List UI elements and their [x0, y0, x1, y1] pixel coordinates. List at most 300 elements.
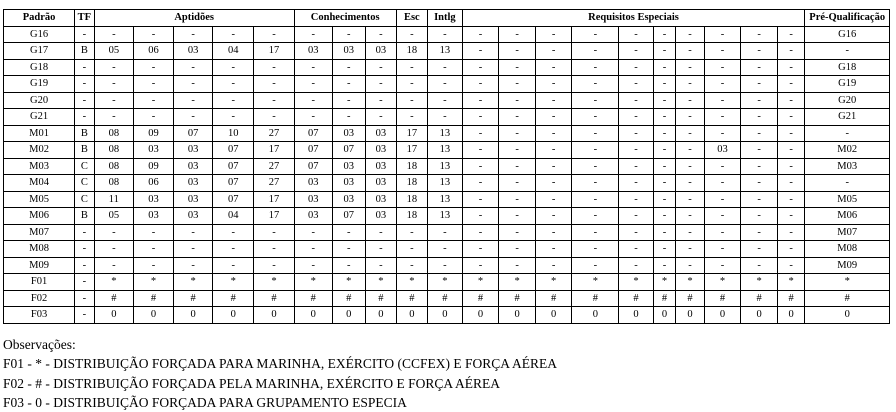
- header-intlg: Intlg: [428, 10, 463, 27]
- tf-cell: -: [75, 224, 94, 241]
- pre-qualificacao-cell: M08: [805, 241, 890, 258]
- conhecimento-cell: 03: [294, 191, 332, 208]
- requisito-cell: -: [676, 158, 704, 175]
- conhecimento-cell: *: [332, 274, 366, 291]
- table-row: [4, 92, 890, 109]
- aptidao-cell: 03: [134, 208, 174, 225]
- table-row: [4, 307, 890, 324]
- conhecimento-cell: #: [294, 290, 332, 307]
- requisito-cell: -: [676, 142, 704, 159]
- requisito-cell: -: [572, 208, 619, 225]
- distribution-table-container: [3, 9, 890, 324]
- requisito-cell: -: [676, 125, 704, 142]
- requisito-cell: -: [572, 257, 619, 274]
- aptidao-cell: *: [94, 274, 134, 291]
- requisito-cell: -: [741, 191, 778, 208]
- requisito-cell: #: [653, 290, 675, 307]
- aptidao-cell: -: [213, 76, 254, 93]
- aptidao-cell: -: [213, 257, 254, 274]
- requisito-cell: -: [704, 125, 741, 142]
- requisito-cell: *: [535, 274, 572, 291]
- requisito-cell: 0: [462, 307, 499, 324]
- requisito-cell: *: [704, 274, 741, 291]
- requisito-cell: *: [462, 274, 499, 291]
- requisito-cell: -: [572, 241, 619, 258]
- requisito-cell: -: [653, 76, 675, 93]
- requisito-cell: #: [499, 290, 536, 307]
- requisito-cell: -: [741, 125, 778, 142]
- pre-qualificacao-cell: -: [805, 43, 890, 60]
- requisito-cell: -: [777, 59, 804, 76]
- requisito-cell: -: [653, 109, 675, 126]
- requisito-cell: 0: [572, 307, 619, 324]
- intlg-cell: *: [428, 274, 463, 291]
- aptidao-cell: -: [134, 224, 174, 241]
- aptidao-cell: -: [173, 92, 213, 109]
- esc-cell: 17: [396, 142, 428, 159]
- requisito-cell: -: [535, 109, 572, 126]
- aptidao-cell: -: [173, 59, 213, 76]
- conhecimento-cell: -: [294, 26, 332, 43]
- conhecimento-cell: -: [332, 76, 366, 93]
- aptidao-cell: -: [94, 257, 134, 274]
- aptidao-cell: 03: [173, 43, 213, 60]
- esc-cell: -: [396, 92, 428, 109]
- header-aptidoes: Aptidões: [94, 10, 294, 27]
- requisito-cell: -: [535, 125, 572, 142]
- requisito-cell: -: [499, 109, 536, 126]
- requisito-cell: -: [777, 92, 804, 109]
- aptidao-cell: 04: [213, 208, 254, 225]
- pre-qualificacao-cell: M09: [805, 257, 890, 274]
- requisito-cell: -: [462, 142, 499, 159]
- aptidao-cell: 08: [94, 158, 134, 175]
- intlg-cell: #: [428, 290, 463, 307]
- aptidao-cell: #: [213, 290, 254, 307]
- requisito-cell: -: [777, 175, 804, 192]
- requisito-cell: -: [653, 59, 675, 76]
- header-pre-qualificacao: Pré-Qualificação: [805, 10, 890, 27]
- table-row: [4, 208, 890, 225]
- aptidao-cell: -: [213, 59, 254, 76]
- aptidao-cell: -: [134, 92, 174, 109]
- requisito-cell: -: [653, 241, 675, 258]
- pre-qualificacao-cell: G18: [805, 59, 890, 76]
- observations-title: Observações:: [3, 337, 76, 352]
- aptidao-cell: 17: [254, 191, 295, 208]
- conhecimento-cell: 03: [294, 175, 332, 192]
- requisito-cell: -: [704, 43, 741, 60]
- esc-cell: -: [396, 59, 428, 76]
- requisito-cell: #: [704, 290, 741, 307]
- aptidao-cell: -: [254, 224, 295, 241]
- requisito-cell: -: [535, 92, 572, 109]
- aptidao-cell: -: [94, 241, 134, 258]
- pre-qualificacao-cell: -: [805, 175, 890, 192]
- esc-cell: 0: [396, 307, 428, 324]
- requisito-cell: -: [777, 191, 804, 208]
- conhecimento-cell: -: [332, 109, 366, 126]
- aptidao-cell: -: [254, 76, 295, 93]
- requisito-cell: -: [535, 175, 572, 192]
- requisito-cell: -: [462, 26, 499, 43]
- requisito-cell: -: [653, 257, 675, 274]
- requisito-cell: -: [619, 208, 654, 225]
- requisito-cell: -: [462, 92, 499, 109]
- requisito-cell: #: [572, 290, 619, 307]
- aptidao-cell: 27: [254, 158, 295, 175]
- requisito-cell: 0: [535, 307, 572, 324]
- requisito-cell: 0: [676, 307, 704, 324]
- aptidao-cell: 03: [134, 191, 174, 208]
- aptidao-cell: -: [213, 109, 254, 126]
- requisito-cell: *: [499, 274, 536, 291]
- conhecimento-cell: -: [294, 257, 332, 274]
- padrao-cell: M04: [4, 175, 75, 192]
- requisito-cell: #: [676, 290, 704, 307]
- pre-qualificacao-cell: M02: [805, 142, 890, 159]
- requisito-cell: -: [535, 241, 572, 258]
- conhecimento-cell: 03: [332, 191, 366, 208]
- aptidao-cell: -: [254, 241, 295, 258]
- aptidao-cell: 0: [134, 307, 174, 324]
- aptidao-cell: 0: [173, 307, 213, 324]
- conhecimento-cell: 03: [366, 158, 397, 175]
- requisito-cell: -: [777, 142, 804, 159]
- conhecimento-cell: -: [332, 224, 366, 241]
- aptidao-cell: 07: [213, 191, 254, 208]
- intlg-cell: -: [428, 224, 463, 241]
- aptidao-cell: 0: [94, 307, 134, 324]
- requisito-cell: -: [741, 241, 778, 258]
- padrao-cell: G19: [4, 76, 75, 93]
- requisito-cell: -: [499, 241, 536, 258]
- tf-cell: C: [75, 158, 94, 175]
- requisito-cell: -: [572, 224, 619, 241]
- table-body: [4, 26, 890, 323]
- conhecimento-cell: 03: [332, 43, 366, 60]
- intlg-cell: -: [428, 59, 463, 76]
- esc-cell: -: [396, 109, 428, 126]
- padrao-cell: M05: [4, 191, 75, 208]
- requisito-cell: -: [619, 26, 654, 43]
- esc-cell: 18: [396, 175, 428, 192]
- intlg-cell: 13: [428, 125, 463, 142]
- requisito-cell: -: [704, 191, 741, 208]
- aptidao-cell: -: [173, 76, 213, 93]
- requisito-cell: -: [619, 43, 654, 60]
- table-row: [4, 125, 890, 142]
- requisito-cell: -: [535, 43, 572, 60]
- requisito-cell: -: [572, 59, 619, 76]
- aptidao-cell: -: [254, 59, 295, 76]
- aptidao-cell: 17: [254, 208, 295, 225]
- requisito-cell: -: [704, 175, 741, 192]
- observations-block: [3, 335, 557, 412]
- requisito-cell: -: [462, 241, 499, 258]
- requisito-cell: -: [462, 191, 499, 208]
- conhecimento-cell: -: [332, 92, 366, 109]
- requisito-cell: -: [704, 76, 741, 93]
- requisito-cell: 0: [741, 307, 778, 324]
- tf-cell: B: [75, 208, 94, 225]
- aptidao-cell: -: [254, 257, 295, 274]
- aptidao-cell: 04: [213, 43, 254, 60]
- requisito-cell: -: [619, 76, 654, 93]
- conhecimento-cell: 03: [294, 208, 332, 225]
- table-row: [4, 241, 890, 258]
- requisito-cell: -: [676, 175, 704, 192]
- requisito-cell: -: [704, 158, 741, 175]
- padrao-cell: M09: [4, 257, 75, 274]
- aptidao-cell: 0: [254, 307, 295, 324]
- conhecimento-cell: #: [366, 290, 397, 307]
- requisito-cell: 0: [653, 307, 675, 324]
- conhecimento-cell: 03: [366, 191, 397, 208]
- aptidao-cell: -: [134, 26, 174, 43]
- requisito-cell: -: [653, 175, 675, 192]
- conhecimento-cell: -: [366, 241, 397, 258]
- requisito-cell: -: [535, 257, 572, 274]
- requisito-cell: -: [741, 175, 778, 192]
- esc-cell: #: [396, 290, 428, 307]
- requisito-cell: -: [653, 191, 675, 208]
- conhecimento-cell: 03: [294, 43, 332, 60]
- requisito-cell: -: [499, 175, 536, 192]
- aptidao-cell: -: [134, 257, 174, 274]
- requisito-cell: -: [676, 92, 704, 109]
- aptidao-cell: 03: [173, 191, 213, 208]
- conhecimento-cell: -: [366, 59, 397, 76]
- pre-qualificacao-cell: G21: [805, 109, 890, 126]
- conhecimento-cell: *: [366, 274, 397, 291]
- conhecimento-cell: 07: [294, 142, 332, 159]
- aptidao-cell: -: [94, 109, 134, 126]
- requisito-cell: -: [462, 224, 499, 241]
- conhecimento-cell: -: [294, 92, 332, 109]
- header-conhecimentos: Conhecimentos: [294, 10, 396, 27]
- conhecimento-cell: -: [294, 109, 332, 126]
- requisito-cell: -: [572, 109, 619, 126]
- conhecimento-cell: 0: [366, 307, 397, 324]
- header-tf: TF: [75, 10, 94, 27]
- aptidao-cell: -: [254, 109, 295, 126]
- padrao-cell: M07: [4, 224, 75, 241]
- aptidao-cell: -: [134, 76, 174, 93]
- aptidao-cell: 09: [134, 158, 174, 175]
- requisito-cell: 0: [499, 307, 536, 324]
- esc-cell: 18: [396, 191, 428, 208]
- requisito-cell: -: [704, 109, 741, 126]
- aptidao-cell: 07: [213, 142, 254, 159]
- aptidao-cell: 07: [213, 158, 254, 175]
- padrao-cell: G16: [4, 26, 75, 43]
- aptidao-cell: -: [134, 109, 174, 126]
- esc-cell: -: [396, 257, 428, 274]
- tf-cell: B: [75, 125, 94, 142]
- requisito-cell: -: [653, 224, 675, 241]
- requisito-cell: -: [619, 92, 654, 109]
- requisito-cell: -: [535, 142, 572, 159]
- aptidao-cell: -: [94, 26, 134, 43]
- tf-cell: -: [75, 59, 94, 76]
- requisito-cell: -: [499, 191, 536, 208]
- intlg-cell: -: [428, 92, 463, 109]
- requisito-cell: -: [741, 26, 778, 43]
- requisito-cell: -: [619, 257, 654, 274]
- intlg-cell: 13: [428, 142, 463, 159]
- aptidao-cell: 03: [173, 142, 213, 159]
- table-row: [4, 257, 890, 274]
- requisito-cell: -: [572, 142, 619, 159]
- requisito-cell: -: [572, 26, 619, 43]
- requisito-cell: -: [777, 208, 804, 225]
- table-row: [4, 26, 890, 43]
- aptidao-cell: -: [213, 92, 254, 109]
- aptidao-cell: -: [94, 224, 134, 241]
- requisito-cell: -: [741, 59, 778, 76]
- pre-qualificacao-cell: M03: [805, 158, 890, 175]
- requisito-cell: -: [653, 208, 675, 225]
- padrao-cell: G20: [4, 92, 75, 109]
- requisito-cell: -: [499, 26, 536, 43]
- conhecimento-cell: -: [366, 26, 397, 43]
- requisito-cell: -: [462, 76, 499, 93]
- aptidao-cell: *: [254, 274, 295, 291]
- conhecimento-cell: 03: [332, 175, 366, 192]
- aptidao-cell: -: [173, 26, 213, 43]
- conhecimento-cell: -: [332, 59, 366, 76]
- tf-cell: -: [75, 109, 94, 126]
- padrao-cell: M03: [4, 158, 75, 175]
- intlg-cell: 13: [428, 43, 463, 60]
- padrao-cell: F03: [4, 307, 75, 324]
- aptidao-cell: 06: [134, 175, 174, 192]
- aptidao-cell: 03: [173, 158, 213, 175]
- requisito-cell: -: [777, 241, 804, 258]
- requisito-cell: -: [704, 59, 741, 76]
- aptidao-cell: -: [254, 92, 295, 109]
- table-row: [4, 224, 890, 241]
- requisito-cell: 0: [777, 307, 804, 324]
- pre-qualificacao-cell: G19: [805, 76, 890, 93]
- requisito-cell: -: [704, 257, 741, 274]
- header-esc: Esc: [396, 10, 428, 27]
- conhecimento-cell: -: [294, 241, 332, 258]
- padrao-cell: F02: [4, 290, 75, 307]
- padrao-cell: G17: [4, 43, 75, 60]
- requisito-cell: -: [499, 125, 536, 142]
- padrao-cell: F01: [4, 274, 75, 291]
- distribution-table: [3, 9, 890, 324]
- requisito-cell: -: [676, 208, 704, 225]
- aptidao-cell: -: [134, 241, 174, 258]
- requisito-cell: -: [777, 76, 804, 93]
- conhecimento-cell: -: [366, 257, 397, 274]
- header-requisitos-especiais: Requisitos Especiais: [462, 10, 805, 27]
- requisito-cell: #: [535, 290, 572, 307]
- requisito-cell: -: [777, 125, 804, 142]
- requisito-cell: #: [777, 290, 804, 307]
- table-row: [4, 109, 890, 126]
- conhecimento-cell: 03: [332, 158, 366, 175]
- requisito-cell: *: [676, 274, 704, 291]
- aptidao-cell: -: [173, 257, 213, 274]
- aptidao-cell: -: [173, 109, 213, 126]
- esc-cell: -: [396, 76, 428, 93]
- requisito-cell: -: [499, 257, 536, 274]
- esc-cell: 18: [396, 158, 428, 175]
- aptidao-cell: 03: [173, 175, 213, 192]
- requisito-cell: -: [462, 59, 499, 76]
- conhecimento-cell: -: [332, 257, 366, 274]
- table-row: [4, 76, 890, 93]
- aptidao-cell: #: [254, 290, 295, 307]
- requisito-cell: -: [499, 59, 536, 76]
- conhecimento-cell: -: [332, 26, 366, 43]
- requisito-cell: #: [741, 290, 778, 307]
- requisito-cell: -: [619, 125, 654, 142]
- pre-qualificacao-cell: #: [805, 290, 890, 307]
- requisito-cell: -: [499, 76, 536, 93]
- requisito-cell: -: [653, 125, 675, 142]
- conhecimento-cell: -: [366, 224, 397, 241]
- requisito-cell: -: [676, 241, 704, 258]
- requisito-cell: *: [741, 274, 778, 291]
- aptidao-cell: 11: [94, 191, 134, 208]
- requisito-cell: -: [462, 43, 499, 60]
- requisito-cell: -: [535, 191, 572, 208]
- aptidao-cell: -: [254, 26, 295, 43]
- requisito-cell: -: [777, 26, 804, 43]
- padrao-cell: M06: [4, 208, 75, 225]
- requisito-cell: -: [619, 158, 654, 175]
- intlg-cell: -: [428, 76, 463, 93]
- requisito-cell: 0: [704, 307, 741, 324]
- requisito-cell: -: [704, 26, 741, 43]
- intlg-cell: -: [428, 109, 463, 126]
- observation-line-f01: F01 - * - DISTRIBUIÇÃO FORÇADA PARA MARINHA, EXÉRCITO (CCFEX) E FORÇA AÉREA: [3, 356, 557, 372]
- table-row: [4, 142, 890, 159]
- requisito-cell: -: [619, 59, 654, 76]
- requisito-cell: -: [777, 158, 804, 175]
- conhecimento-cell: #: [332, 290, 366, 307]
- requisito-cell: -: [572, 76, 619, 93]
- requisito-cell: *: [777, 274, 804, 291]
- requisito-cell: -: [741, 109, 778, 126]
- requisito-cell: -: [741, 76, 778, 93]
- tf-cell: -: [75, 274, 94, 291]
- requisito-cell: -: [741, 158, 778, 175]
- esc-cell: -: [396, 224, 428, 241]
- intlg-cell: 13: [428, 191, 463, 208]
- intlg-cell: 13: [428, 158, 463, 175]
- pre-qualificacao-cell: M07: [805, 224, 890, 241]
- conhecimento-cell: -: [294, 224, 332, 241]
- aptidao-cell: 17: [254, 142, 295, 159]
- intlg-cell: -: [428, 257, 463, 274]
- aptidao-cell: 05: [94, 43, 134, 60]
- requisito-cell: -: [741, 142, 778, 159]
- table-row: [4, 59, 890, 76]
- aptidao-cell: 08: [94, 125, 134, 142]
- esc-cell: 18: [396, 43, 428, 60]
- conhecimento-cell: 0: [332, 307, 366, 324]
- requisito-cell: -: [619, 142, 654, 159]
- aptidao-cell: -: [213, 241, 254, 258]
- tf-cell: B: [75, 43, 94, 60]
- requisito-cell: -: [619, 224, 654, 241]
